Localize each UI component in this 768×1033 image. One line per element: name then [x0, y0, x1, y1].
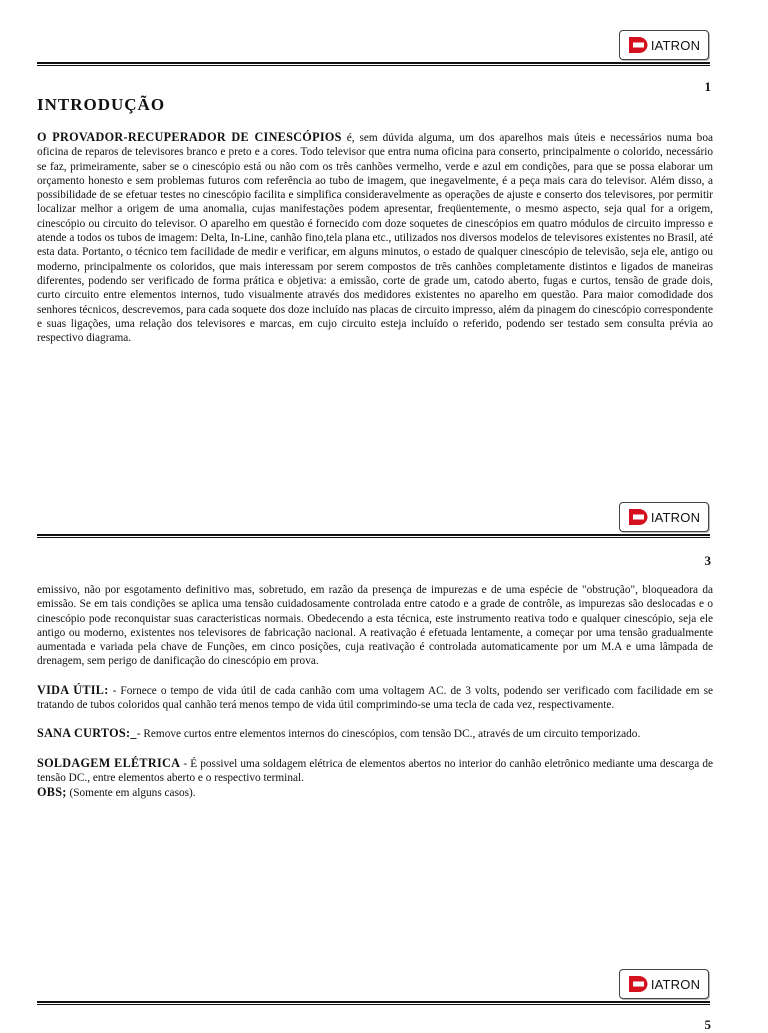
iatron-logo: [619, 502, 709, 532]
intro-paragraph: [37, 130, 713, 345]
iatron-logo-mark-icon: [628, 507, 650, 527]
iatron-logo: [619, 969, 709, 999]
header-rule: [37, 62, 710, 66]
intro-body: é, sem dúvida alguma, um dos aparelhos mais úteis e necessários numa boa oficina de reparos de televisores branco e preto e a cores. Todo televisor que entra numa oficina para conserto, principalmente o colorido, necessário se faz, primeiramente, saber se o cinescópio está ou não com os três canhões vermelho, verde e azul em condições, para que se possa elaborar um orçamento honesto e sem problemas futuros com referência ao tubo de imagem, que inegavelmente, é a peça mais cara do televisor. Além disso, a possibilidade de se efetuar testes no cinescópio facilita e simplifica consideravelmente as operações de ajuste e conserto dos televisores, por permitir localizar melhor a origem de uma anomalia, cujas manifestações podem apresentar, freqüentemente, o mesmo aspecto, seja qual for a origem, cinescópio ou circuito do televisor. O aparelho em questão é fornecido com doze soquetes de cinescópios em quatro módulos de circuito impresso e atende a todos os tubos de imagem: Delta, In-Line, canhão fino,tela plana etc., utilizados nos diversos modelos de televisores existentes no Brasil, até esta data. Portanto, o técnico tem facilidade de medir e verificar, em alguns minutos, o estado de qualquer cinescópio de televisão, seja ele, antigo ou moderno, principalmente os coloridos, que mais interessam por serem compostos de três canhões completamente distintos e ligados de maneiras diferentes, podendo ser verificado de forma prática e objetiva: a emissão, corte de grade um, catodo aberto, fugas e curtos, tensão de grade dois, curto circuito entre elementos internos, tudo visualmente através dos medidores existentes no aparelho em questão. Para maior comodidade dos senhores técnicos, descrevemos, para cada soquete dos doze incluído nas placas de circuito impresso, além da pinagem do cinescópio correspondente e suas ligações, uma relação dos televisores e marcas, em cujo circuito esteja incluído o referido, podendo ser testado sem consulta prévia ao respectivo diagrama.: [37, 132, 713, 345]
logo-text: IATRON: [650, 37, 701, 53]
page3-content: [37, 583, 713, 801]
obs-label: OBS;: [37, 785, 67, 800]
vida-util-paragraph: [37, 683, 713, 713]
vida-util-label: VIDA ÚTIL:: [37, 682, 109, 697]
logo-text: IATRON: [650, 509, 701, 525]
obs-paragraph: [37, 785, 713, 800]
soldagem-label: SOLDAGEM ELÉTRICA: [37, 755, 181, 770]
sana-curtos-text: - Remove curtos entre elementos internos do cinescópios, com tensão DC., através de um circuito temporizado.: [136, 728, 641, 741]
page-number: 1: [704, 79, 711, 94]
obs-text: (Somente em alguns casos).: [66, 787, 196, 800]
vida-util-text: - Fornece o tempo de vida útil de cada canhão com uma voltagem AC. de 3 volts, podendo ser verificado com facilidade em se tratando de tubos coloridos qual canhão terá menos tempo de vida útil comprimindo-se uma tecla de cada vez, respectivamente.: [37, 684, 713, 712]
soldagem-paragraph: [37, 756, 713, 786]
iatron-logo-mark-icon: [628, 974, 650, 994]
intro-lead: O PROVADOR-RECUPERADOR DE CINESCÓPIOS: [37, 130, 342, 144]
sana-curtos-label: SANA CURTOS:_: [37, 726, 137, 741]
logo-text: IATRON: [650, 976, 701, 992]
iatron-logo-mark-icon: [628, 35, 650, 55]
reactivation-paragraph: emissivo, não por esgotamento definitivo mas, sobretudo, em razão da presença de impurezas e de uma espécie de "obstrução", bloqueadora da emissão. Se em tais condições se aplica uma tensão cuidadosamente controlada entre catodo e a grade de contrôle, as impurezas são deslocadas e o cinescópio pode reconquistar suas caracteristicas normais. Obedecendo a esta técnica, este instrumento reativa todo e qualquer cinescópio, seja ele antigo ou moderno, existentes nos televisores de fabricação nacional. A reativação é efetuada lentamente, a começar por uma tensão gradualmente aumentada e variada pela chave de Funções, em cinco posições, cuja reativação é controlada automaticamente por um M.A e uma lâmpada de drenagem, sem perigo de danificação do cinescópio em prova.: [37, 584, 713, 668]
header-rule: [37, 534, 710, 538]
page-number: 5: [704, 1017, 711, 1032]
sana-curtos-paragraph: [37, 726, 713, 741]
soldagem-text: - É possivel uma soldagem elétrica de elementos abertos no interior do canhão eletrônico mediante uma descarga de tensão DC., entre elementos aberto e o respectivo terminal.: [37, 757, 713, 784]
page-number: 3: [704, 553, 711, 568]
section-heading: INTRODUÇÃO: [37, 95, 166, 114]
header-rule: [37, 1001, 710, 1005]
iatron-logo: [619, 30, 709, 60]
